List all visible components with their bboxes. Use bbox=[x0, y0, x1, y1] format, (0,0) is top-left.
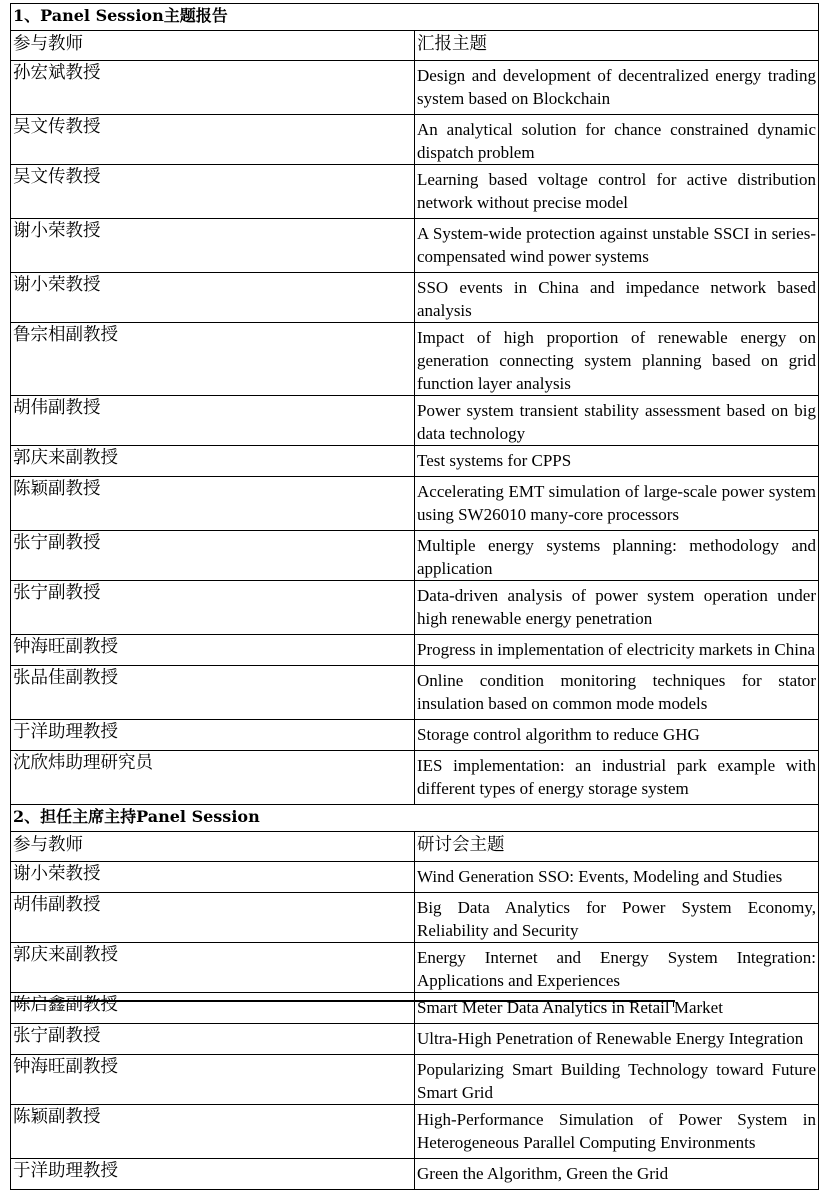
seminar-topic: Energy Internet and Energy System Integration: Applications and Experiences bbox=[415, 943, 819, 993]
section-1-title-row bbox=[11, 4, 819, 31]
teacher-name: 陈颖副教授 bbox=[11, 477, 415, 531]
teacher-name: 胡伟副教授 bbox=[11, 396, 415, 446]
table-row bbox=[11, 993, 819, 1024]
teacher-name: 张宁副教授 bbox=[11, 531, 415, 581]
report-topic: Design and development of decentralized energy trading system based on Blockchain bbox=[415, 61, 819, 115]
report-topic: A System-wide protection against unstable SSCI in series-compensated wind power systems bbox=[415, 219, 819, 273]
teacher-name: 张品佳副教授 bbox=[11, 666, 415, 720]
report-topic: Learning based voltage control for active distribution network without precise model bbox=[415, 165, 819, 219]
column-header-teacher: 参与教师 bbox=[11, 832, 415, 862]
table-row bbox=[11, 477, 819, 531]
table-row bbox=[11, 720, 819, 751]
section-2-title bbox=[11, 805, 819, 832]
section-2-header-row bbox=[11, 832, 819, 862]
report-topic: Storage control algorithm to reduce GHG bbox=[415, 720, 819, 751]
teacher-name: 郭庆来副教授 bbox=[11, 446, 415, 477]
table-row bbox=[11, 581, 819, 635]
teacher-name: 谢小荣教授 bbox=[11, 862, 415, 893]
section-2-title-text: 2、担任主席主持Panel Session bbox=[13, 807, 260, 826]
table-row bbox=[11, 61, 819, 115]
teacher-name: 吴文传教授 bbox=[11, 115, 415, 165]
teacher-name: 于洋助理教授 bbox=[11, 720, 415, 751]
teacher-name: 钟海旺副教授 bbox=[11, 635, 415, 666]
seminar-topic: Wind Generation SSO: Events, Modeling and Studies bbox=[415, 862, 819, 893]
teacher-name: 孙宏斌教授 bbox=[11, 61, 415, 115]
teacher-name: 张宁副教授 bbox=[11, 581, 415, 635]
presentation-table bbox=[10, 3, 819, 1190]
footer-rule bbox=[10, 1000, 675, 1002]
teacher-name: 张宁副教授 bbox=[11, 1024, 415, 1055]
seminar-topic: Big Data Analytics for Power System Economy, Reliability and Security bbox=[415, 893, 819, 943]
section-1-title-text: 1、Panel Session主题报告 bbox=[13, 6, 228, 25]
table-row bbox=[11, 666, 819, 720]
report-topic: Online condition monitoring techniques for stator insulation based on common mode models bbox=[415, 666, 819, 720]
seminar-topic: Smart Meter Data Analytics in Retail Market bbox=[415, 993, 819, 1024]
report-topic: Data-driven analysis of power system operation under high renewable energy penetration bbox=[415, 581, 819, 635]
teacher-name: 鲁宗相副教授 bbox=[11, 323, 415, 396]
table-row bbox=[11, 1105, 819, 1159]
seminar-topic: High-Performance Simulation of Power System in Heterogeneous Parallel Computing Environments bbox=[415, 1105, 819, 1159]
table-row bbox=[11, 165, 819, 219]
table-row bbox=[11, 115, 819, 165]
report-topic: SSO events in China and impedance network based analysis bbox=[415, 273, 819, 323]
teacher-name: 于洋助理教授 bbox=[11, 1159, 415, 1190]
report-topic: IES implementation: an industrial park example with different types of energy storage system bbox=[415, 751, 819, 805]
report-topic: Accelerating EMT simulation of large-scale power system using SW26010 many-core processors bbox=[415, 477, 819, 531]
table-row bbox=[11, 531, 819, 581]
table-row bbox=[11, 273, 819, 323]
teacher-name: 吴文传教授 bbox=[11, 165, 415, 219]
teacher-name: 谢小荣教授 bbox=[11, 273, 415, 323]
table-row bbox=[11, 862, 819, 893]
report-topic: Multiple energy systems planning: methodology and application bbox=[415, 531, 819, 581]
table-row bbox=[11, 446, 819, 477]
section-1-header-row bbox=[11, 31, 819, 61]
teacher-name: 沈欣炜助理研究员 bbox=[11, 751, 415, 805]
column-header-topic: 汇报主题 bbox=[415, 31, 819, 61]
table-row bbox=[11, 1024, 819, 1055]
table-row bbox=[11, 751, 819, 805]
table-row bbox=[11, 396, 819, 446]
table-row bbox=[11, 943, 819, 993]
table-row bbox=[11, 893, 819, 943]
seminar-topic: Popularizing Smart Building Technology toward Future Smart Grid bbox=[415, 1055, 819, 1105]
section-1-title bbox=[11, 4, 819, 31]
seminar-topic: Ultra-High Penetration of Renewable Energy Integration bbox=[415, 1024, 819, 1055]
teacher-name: 钟海旺副教授 bbox=[11, 1055, 415, 1105]
section-2-title-row bbox=[11, 805, 819, 832]
report-topic: An analytical solution for chance constrained dynamic dispatch problem bbox=[415, 115, 819, 165]
report-topic: Progress in implementation of electricity markets in China bbox=[415, 635, 819, 666]
footer-tick bbox=[673, 1000, 674, 1007]
table-row bbox=[11, 323, 819, 396]
teacher-name: 陈启鑫副教授 bbox=[11, 993, 415, 1024]
column-header-seminar-topic: 研讨会主题 bbox=[415, 832, 819, 862]
table-row bbox=[11, 1055, 819, 1105]
table-row bbox=[11, 219, 819, 273]
report-topic: Test systems for CPPS bbox=[415, 446, 819, 477]
teacher-name: 胡伟副教授 bbox=[11, 893, 415, 943]
teacher-name: 郭庆来副教授 bbox=[11, 943, 415, 993]
table-row bbox=[11, 1159, 819, 1190]
column-header-teacher: 参与教师 bbox=[11, 31, 415, 61]
teacher-name: 谢小荣教授 bbox=[11, 219, 415, 273]
table-row bbox=[11, 635, 819, 666]
seminar-topic: Green the Algorithm, Green the Grid bbox=[415, 1159, 819, 1190]
teacher-name: 陈颖副教授 bbox=[11, 1105, 415, 1159]
report-topic: Impact of high proportion of renewable energy on generation connecting system planning based on grid function layer analysis bbox=[415, 323, 819, 396]
report-topic: Power system transient stability assessment based on big data technology bbox=[415, 396, 819, 446]
